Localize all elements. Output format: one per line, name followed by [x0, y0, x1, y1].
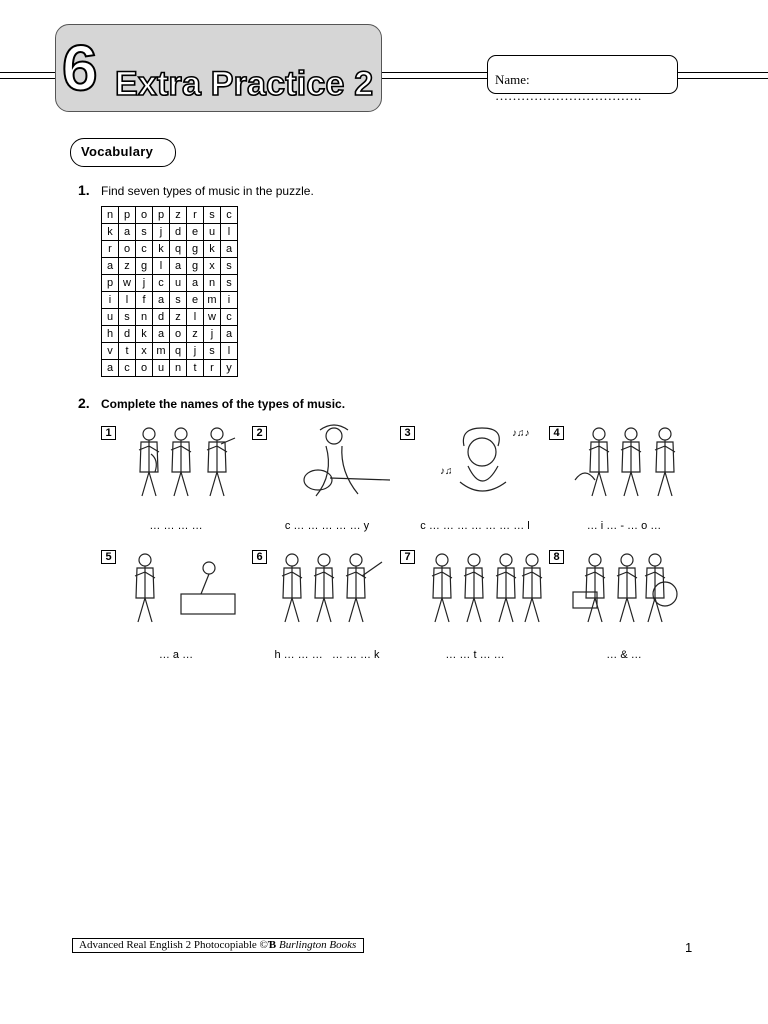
country-guitarist-illustration — [272, 420, 396, 517]
puzzle-cell[interactable]: c — [221, 207, 238, 224]
puzzle-cell[interactable]: x — [204, 258, 221, 275]
puzzle-cell[interactable]: u — [170, 275, 187, 292]
puzzle-cell[interactable]: s — [221, 258, 238, 275]
item-number-box: 6 — [252, 550, 267, 564]
puzzle-cell[interactable]: n — [170, 360, 187, 377]
puzzle-row — [102, 207, 238, 224]
svg-text:♪♫: ♪♫ — [440, 466, 453, 477]
puzzle-cell[interactable]: i — [221, 292, 238, 309]
puzzle-cell[interactable]: q — [170, 241, 187, 258]
puzzle-cell[interactable]: x — [136, 343, 153, 360]
puzzle-cell[interactable]: c — [221, 309, 238, 326]
puzzle-cell[interactable]: p — [102, 275, 119, 292]
puzzle-cell[interactable]: d — [119, 326, 136, 343]
puzzle-cell[interactable]: e — [187, 224, 204, 241]
puzzle-row — [102, 241, 238, 258]
puzzle-cell[interactable]: z — [170, 207, 187, 224]
item-number-box: 2 — [252, 426, 267, 440]
exercise-2-item — [252, 426, 392, 546]
puzzle-cell[interactable]: k — [153, 241, 170, 258]
puzzle-cell[interactable]: d — [170, 224, 187, 241]
item-number-box: 3 — [400, 426, 415, 440]
exercise-2-item — [400, 426, 540, 546]
word-search-grid[interactable] — [101, 206, 238, 377]
puzzle-cell[interactable]: p — [119, 207, 136, 224]
puzzle-cell[interactable]: q — [170, 343, 187, 360]
puzzle-cell[interactable]: n — [102, 207, 119, 224]
puzzle-cell[interactable]: k — [136, 326, 153, 343]
answer-blank[interactable]: … … … … — [149, 520, 203, 532]
puzzle-cell[interactable]: g — [136, 258, 153, 275]
puzzle-cell[interactable]: a — [102, 258, 119, 275]
puzzle-row — [102, 326, 238, 343]
item-number-box: 7 — [400, 550, 415, 564]
puzzle-cell[interactable]: a — [153, 326, 170, 343]
puzzle-cell[interactable]: z — [170, 309, 187, 326]
exercise-1-instruction: Find seven types of music in the puzzle. — [101, 184, 314, 198]
puzzle-cell[interactable]: k — [102, 224, 119, 241]
puzzle-cell[interactable]: c — [136, 241, 153, 258]
answer-blank[interactable]: c … … … … … y — [284, 520, 370, 532]
puzzle-row — [102, 224, 238, 241]
footer-text: Advanced Real English 2 Photocopiable © — [79, 939, 268, 951]
puzzle-cell[interactable]: i — [102, 292, 119, 309]
puzzle-cell[interactable]: g — [187, 258, 204, 275]
puzzle-cell[interactable]: l — [221, 343, 238, 360]
item-number-box: 5 — [101, 550, 116, 564]
puzzle-cell[interactable]: j — [136, 275, 153, 292]
hip-hop-group-illustration — [569, 420, 693, 517]
puzzle-cell[interactable]: r — [102, 241, 119, 258]
puzzle-cell[interactable]: s — [119, 309, 136, 326]
answer-blank[interactable]: … i … - … o … — [586, 520, 662, 532]
classical-composer-illustration — [420, 420, 544, 517]
section-label-box — [70, 138, 176, 167]
puzzle-cell[interactable]: r — [187, 207, 204, 224]
footer-publisher: Burlington Books — [278, 939, 357, 951]
puzzle-cell[interactable]: j — [204, 326, 221, 343]
puzzle-cell[interactable]: a — [102, 360, 119, 377]
puzzle-cell[interactable]: n — [204, 275, 221, 292]
puzzle-cell[interactable]: l — [153, 258, 170, 275]
heavy-rock-band-illustration — [272, 546, 396, 643]
puzzle-cell[interactable]: j — [187, 343, 204, 360]
puzzle-cell[interactable]: c — [153, 275, 170, 292]
puzzle-cell[interactable]: m — [204, 292, 221, 309]
puzzle-cell[interactable]: v — [102, 343, 119, 360]
puzzle-cell[interactable]: l — [119, 292, 136, 309]
page-number: 1 — [685, 940, 693, 955]
puzzle-cell[interactable]: r — [204, 360, 221, 377]
answer-blank[interactable]: … & … — [606, 649, 642, 661]
rhythm-and-blues-band-illustration — [569, 546, 693, 643]
puzzle-row — [102, 343, 238, 360]
copyright-footer — [72, 938, 364, 953]
unit-number: 6 — [62, 32, 96, 104]
answer-blank[interactable]: … a … — [158, 649, 194, 661]
puzzle-cell[interactable]: p — [153, 207, 170, 224]
puzzle-cell[interactable]: t — [119, 343, 136, 360]
exercise-2-item — [101, 550, 241, 670]
jazz-band-illustration — [121, 420, 245, 517]
puzzle-cell[interactable]: y — [221, 360, 238, 377]
worksheet-title: Extra Practice 2 — [115, 65, 374, 103]
puzzle-cell[interactable]: a — [153, 292, 170, 309]
puzzle-cell[interactable]: s — [204, 207, 221, 224]
puzzle-cell[interactable]: a — [221, 326, 238, 343]
exercise-2-item — [400, 550, 540, 670]
puzzle-cell[interactable]: u — [102, 309, 119, 326]
answer-blank[interactable]: … … t … … — [445, 649, 505, 661]
exercise-2-item — [101, 426, 241, 546]
puzzle-cell[interactable]: d — [153, 309, 170, 326]
section-label: Vocabulary — [81, 144, 154, 159]
puzzle-cell[interactable]: k — [204, 241, 221, 258]
puzzle-row — [102, 360, 238, 377]
puzzle-row — [102, 292, 238, 309]
rap-dj-illustration — [121, 546, 245, 643]
puzzle-cell[interactable]: a — [119, 224, 136, 241]
puzzle-cell[interactable]: a — [187, 275, 204, 292]
puzzle-cell[interactable]: m — [153, 343, 170, 360]
puzzle-cell[interactable]: t — [187, 360, 204, 377]
puzzle-row — [102, 275, 238, 292]
puzzle-cell[interactable]: a — [221, 241, 238, 258]
exercise-2-instruction: Complete the names of the types of music. — [101, 397, 346, 411]
puzzle-cell[interactable]: c — [119, 360, 136, 377]
puzzle-cell[interactable]: j — [153, 224, 170, 241]
puzzle-row — [102, 258, 238, 275]
exercise-2-number: 2. — [78, 395, 90, 411]
answer-blank[interactable]: h … … … … … … k — [274, 649, 380, 661]
puzzle-cell[interactable]: z — [187, 326, 204, 343]
puzzle-cell[interactable]: s — [170, 292, 187, 309]
exercise-2-item — [549, 550, 689, 670]
puzzle-cell[interactable]: s — [221, 275, 238, 292]
svg-text:♪♫♪: ♪♫♪ — [512, 428, 530, 439]
puzzle-cell[interactable]: e — [187, 292, 204, 309]
exercise-2-item — [252, 550, 392, 670]
puzzle-cell[interactable]: w — [119, 275, 136, 292]
puzzle-cell[interactable]: l — [187, 309, 204, 326]
puzzle-row — [102, 309, 238, 326]
puzzle-cell[interactable]: o — [170, 326, 187, 343]
puzzle-cell[interactable]: f — [136, 292, 153, 309]
answer-blank[interactable]: c … … … … … … … l — [420, 520, 530, 532]
latin-band-illustration — [420, 546, 544, 643]
puzzle-cell[interactable]: a — [170, 258, 187, 275]
puzzle-cell[interactable]: o — [136, 360, 153, 377]
puzzle-cell[interactable]: u — [153, 360, 170, 377]
name-label: Name: ……………………………. — [495, 72, 642, 103]
name-field[interactable] — [487, 55, 678, 103]
puzzle-cell[interactable]: n — [136, 309, 153, 326]
puzzle-cell[interactable]: z — [119, 258, 136, 275]
puzzle-cell[interactable]: u — [204, 224, 221, 241]
item-number-box: 1 — [101, 426, 116, 440]
puzzle-cell[interactable]: s — [136, 224, 153, 241]
puzzle-cell[interactable]: g — [187, 241, 204, 258]
puzzle-cell[interactable]: s — [204, 343, 221, 360]
item-number-box: 4 — [549, 426, 564, 440]
puzzle-cell[interactable]: h — [102, 326, 119, 343]
item-number-box: 8 — [549, 550, 564, 564]
puzzle-cell[interactable]: l — [221, 224, 238, 241]
exercise-2-item — [549, 426, 689, 546]
exercise-1-number: 1. — [78, 182, 90, 198]
puzzle-cell[interactable]: o — [136, 207, 153, 224]
puzzle-cell[interactable]: w — [204, 309, 221, 326]
puzzle-cell[interactable]: o — [119, 241, 136, 258]
burlington-logo-icon: Ɓ — [267, 939, 277, 951]
